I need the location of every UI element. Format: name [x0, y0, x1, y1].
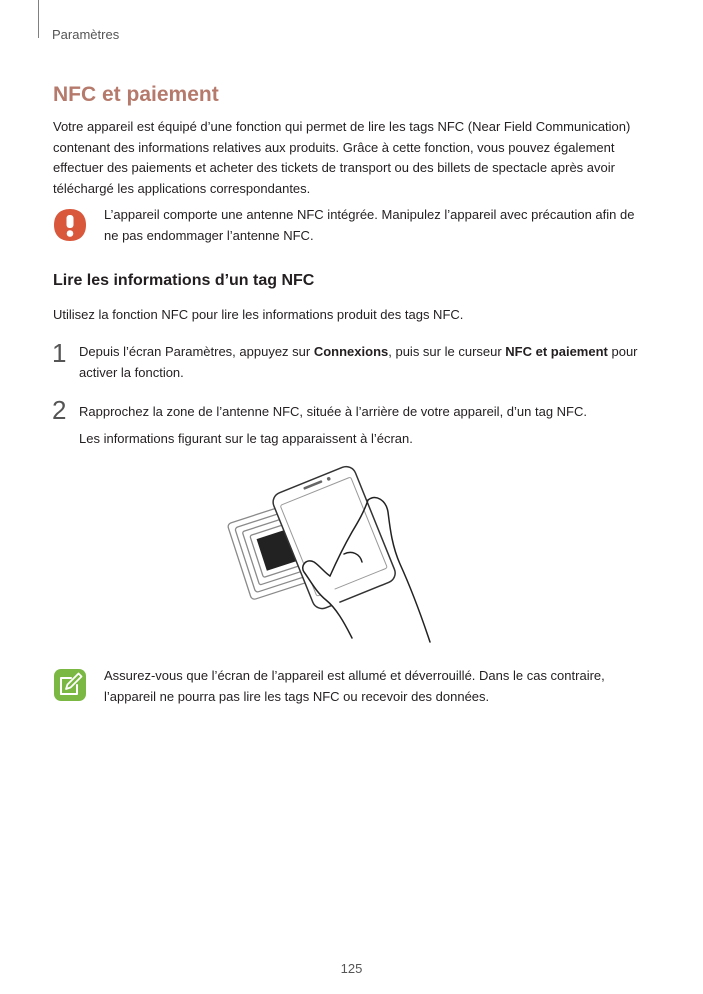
step-2-text: Rapprochez la zone de l’antenne NFC, située à l’arrière de votre appareil, d’un tag NFC.: [79, 404, 587, 419]
page-number: 125: [340, 961, 363, 976]
nfc-illustration: [220, 462, 460, 652]
subsection-title: Lire les informations d’un tag NFC: [53, 272, 315, 289]
header-rule: [38, 0, 39, 38]
intro-paragraph: Votre appareil est équipé d’une fonction qui permet de lire les tags NFC (Near Field Communication) contenant des informations relatives aux produits. Grâce à cette fonction, vous pouvez également effectuer des paiements et acheter des tickets de transport ou des billets de spectacle après avoir téléchargé les applications correspondantes.: [53, 119, 631, 196]
subsection-intro: Utilisez la fonction NFC pour lire les informations produit des tags NFC.: [53, 307, 464, 322]
running-header: Paramètres: [52, 27, 120, 42]
note-text: Assurez-vous que l’écran de l’appareil est allumé et déverrouillé. Dans le cas contraire, l’appareil ne pourra pas lire les tags NFC ou recevoir des données.: [104, 668, 605, 704]
note-icon: [53, 668, 87, 702]
section-title: NFC et paiement: [53, 83, 219, 106]
caution-icon: [53, 208, 87, 242]
caution-text: L’appareil comporte une antenne NFC intégrée. Manipulez l’appareil avec précaution afin de ne pas endommager l’antenne NFC.: [104, 207, 635, 243]
step-number: 1: [52, 338, 67, 368]
connexions-label: Connexions: [313, 344, 389, 359]
step-2-result: Les informations figurant sur le tag apparaissent à l’écran.: [79, 431, 413, 446]
nfc-paiement-label: NFC et paiement: [505, 344, 608, 359]
step-number: 2: [52, 395, 67, 425]
step-1-text: Depuis l’écran Paramètres, appuyez sur Connexions, puis sur le curseur NFC et paiement pour activer la fonction.: [79, 344, 638, 380]
